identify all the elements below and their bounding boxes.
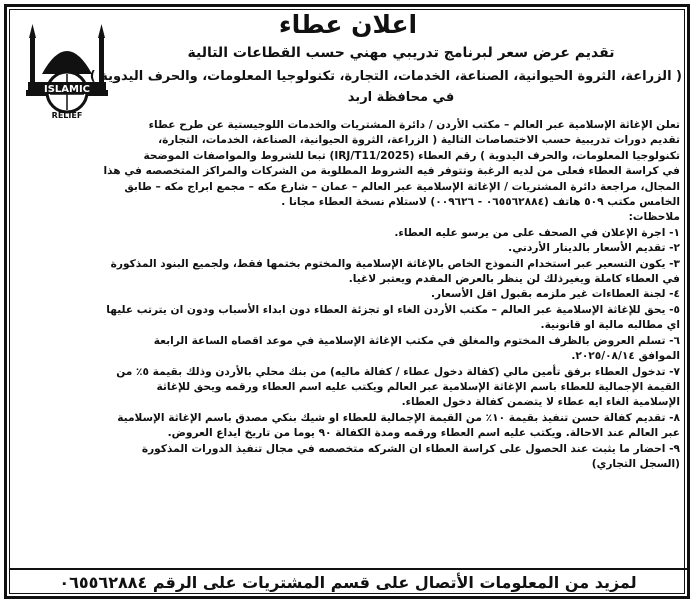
- note-line: الموافق ٢٠٢٥/٠٨/١٤.: [571, 350, 680, 363]
- contact-footer: لمزيد من المعلومات الأتصال على قسم المشتريات على الرقم ٠٦٥٥٦٢٨٨٤: [9, 568, 687, 596]
- note-line: ٤- لجنة العطاءات غير ملزمه بقبول اقل الأسعار.: [430, 288, 680, 301]
- logo-text: ISLAMIC: [43, 84, 91, 95]
- note-line: الإسلامية الغاء ايه عطاء لا يتضمن كفالة دخول العطاء.: [401, 396, 680, 409]
- intro-line: المجال، مراجعة دائرة المشتريات / الإغاثة الإسلامية عبر العالم – عمان – شارع مكه – مجمع ابراج مكه – طابق: [124, 180, 680, 193]
- intro-line: تعلن الإغاثة الإسلامية عبر العالم – مكتب الأردن / دائرة المشتريات والخدمات اللوجيستية عن طرح عطاء: [148, 119, 680, 131]
- intro-line: تكنولوجيا المعلومات، والحرف اليدوية ) رقم العطاء (IRJ/T11/2025) تبعا للشروط والمواصفات الموضحة: [143, 149, 680, 162]
- subtitle: تقديم عرض سعر لبرنامج تدريبي مهني حسب القطاعات التالية: [187, 45, 615, 61]
- note-line: عبر العالم عند الاحالة. ويكتب عليه اسم العطاء ورقمه ومدة الكفالة ٩٠ يوما من تاريخ ايداع العروض.: [167, 427, 680, 440]
- note-line: ٩- احضار ما يثبت عند الحصول على كراسة العطاء ان الشركه متخصصه في مجال تنفيذ الدورات المذكورة: [141, 442, 680, 455]
- note-line: ٢- تقديم الأسعار بالدينار الأردني.: [508, 242, 680, 255]
- note-line: ٣- يكون التسعير عبر استخدام النموذج الخاص بالإغاثة الإسلامية والمختوم بختمها فقط، ولجميع البنود المذكورة: [110, 257, 680, 270]
- intro-line: تقديم دورات تدريبية حسب الاختصاصات التالية ( الزراعة، الثروة الحيوانية، الصناعة، الخدمات، التجارة،: [158, 134, 680, 147]
- note-line: ٦- تسلم العروض بالظرف المختوم والمغلق في مكتب الإغاثة الإسلامية في موعد اقصاه الساعة الرابعة: [153, 334, 680, 347]
- intro-line: الخامس مكتب ٥٠٩ هاتف (٠٦٥٥٦٢٨٨٤ - ٠٠٩٦٢٦) لاستلام نسخة العطاء مجانا .: [281, 196, 680, 209]
- note-line: في العطاء كاملة ويغيرذلك لن ينظر بالعرض المقدم ويعتبر لاغيا.: [348, 273, 680, 286]
- logo-subtext: RELIEF: [51, 111, 83, 120]
- governorate: في محافظة اربد: [347, 90, 455, 105]
- note-line: ٧- تدخول العطاء برفق تأمين مالي (كفالة دخول عطاء / كفالة ماليه) من بنك محلي بالأردن وذلك بقيمة ٥٪ من: [116, 365, 680, 378]
- note-line: (السجل التجاري): [591, 457, 680, 470]
- intro-line: في كراسة العطاء فعلى من لديه الرغبة وتتوفر فيه الشروط المطلوبة من الشركات والمراكز المتخصصه في هذا: [103, 165, 680, 178]
- note-line: اي مطالبه مالية او قانونية.: [540, 319, 680, 332]
- page-title: اعلان عطاء: [278, 10, 418, 39]
- announcement-body: [16, 118, 680, 472]
- note-line: القيمة الإجمالية للعطاء باسم الإغاثة الإسلامية عبر العالم ويكتب عليه اسم العطاء ورقمه ويحق للإغاثة: [156, 380, 680, 393]
- note-line: ١- اجرة الإعلان في الصحف على من يرسو عليه العطاء.: [394, 226, 680, 239]
- notes-heading: ملاحظات:: [628, 211, 680, 224]
- note-line: ٥- يحق للإغاثة الإسلامية عبر العالم – مكتب الأردن الغاء او تجزئة العطاء دون ابداء الأسباب ودون ان يترتب عليها: [106, 303, 680, 316]
- sectors-list: ( الزراعة، الثروة الحيوانية، الصناعة، الخدمات، التجارة، تكنولوجيا المعلومات، والحرف اليدوية ): [89, 69, 682, 84]
- note-line: ٨- تقديم كفالة حسن تنفيذ بقيمة ١٠٪ من القيمة الإجمالية للعطاء او شيك بنكي مصدق باسم الإغاثة الإسلامية: [117, 411, 680, 424]
